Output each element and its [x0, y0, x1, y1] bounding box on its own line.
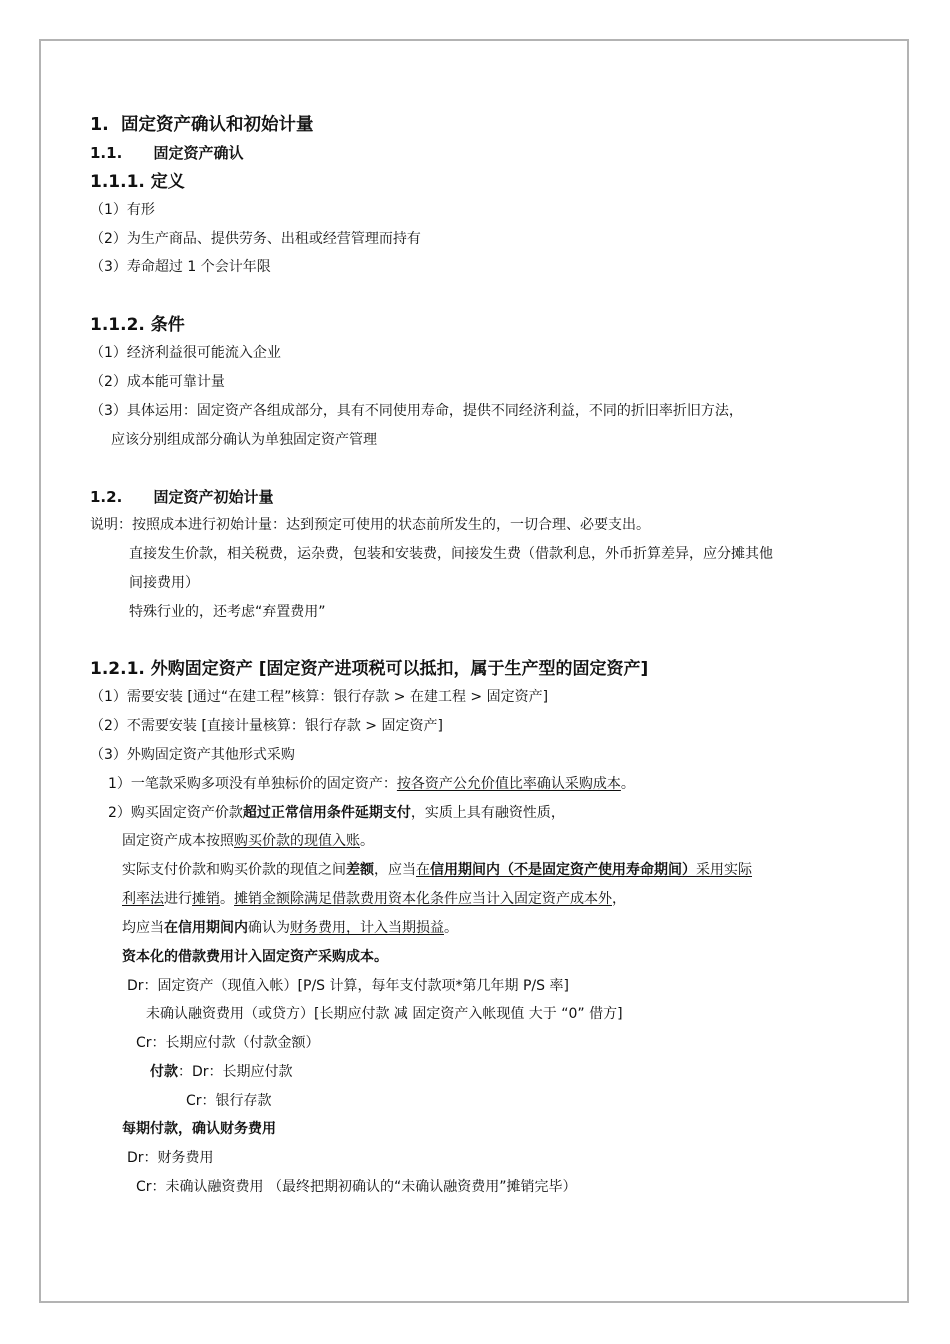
heading-1 — [90, 114, 314, 136]
text-run: ，应当 — [374, 862, 416, 878]
list-item: （2）成本能可靠计量 — [90, 374, 225, 390]
underlined-text: 摊销 — [192, 891, 220, 907]
text-run: 。 — [620, 776, 635, 792]
text-run: ， — [612, 891, 626, 907]
list-item: （3）具体运用：固定资产各组成部分，具有不同使用寿命，提供不同经济利益，不同的折旧率折旧方法， — [90, 403, 743, 419]
heading-title: 固定资产确认 — [153, 144, 244, 162]
text-run: 实际支付价款和购买价款的现值之间 — [122, 862, 346, 878]
journal-entry: Dr：财务费用 — [127, 1150, 214, 1166]
paragraph — [122, 861, 752, 879]
bold-text: 付款 — [150, 1064, 178, 1080]
heading-1-2-1 — [90, 658, 648, 680]
bold-text: 超过正常信用条件延期支付 — [242, 805, 411, 821]
heading-title: 固定资产确认和初始计量 — [121, 115, 314, 135]
list-item: （3）寿命超过 1 个会计年限 — [90, 259, 271, 275]
heading-title: 外购固定资产 [固定资产进项税可以抵扣，属于生产型的固定资产] — [150, 659, 649, 679]
underlined-text: 采用实际 — [696, 862, 752, 878]
list-item: （1）经济利益很可能流入企业 — [90, 345, 281, 361]
explanation-line: 直接发生价款，相关税费，运杂费，包装和安装费，间接发生费（借款利息，外币折算差异，应分摊其他 — [129, 546, 773, 562]
underlined-text: 购买价款的现值入账 — [234, 833, 360, 849]
heading-1-1-1 — [90, 171, 185, 193]
list-item: （2）为生产商品、提供劳务、出租或经营管理而持有 — [90, 231, 421, 247]
heading-number: 1. — [90, 115, 109, 135]
explanation-line: 间接费用） — [129, 575, 199, 591]
list-item-continuation: 应该分别组成部分确认为单独固定资产管理 — [111, 432, 377, 448]
heading-title: 条件 — [150, 315, 185, 335]
text-run: 2）购买固定资产价款 — [108, 805, 243, 821]
paragraph — [108, 804, 565, 822]
underlined-text: 利率法 — [122, 891, 164, 907]
underlined-text: 在 — [416, 862, 430, 878]
bold-underlined-text: 信用期间内（不是固定资产使用寿命期间） — [430, 862, 696, 878]
journal-entry: Cr：长期应付款（付款金额） — [136, 1035, 320, 1051]
heading-title: 固定资产初始计量 — [153, 488, 274, 506]
paragraph — [122, 890, 626, 908]
heading-1-2 — [90, 487, 274, 507]
text-run: 确认为 — [248, 920, 290, 936]
list-item: （3）外购固定资产其他形式采购 — [90, 747, 295, 763]
heading-number: 1.2.1. — [90, 659, 145, 679]
underlined-text: 按各资产公允价值比率确认采购成本 — [396, 776, 621, 792]
text-run: 。 — [360, 833, 374, 849]
heading-title: 定义 — [150, 172, 185, 192]
text-run: 1）一笔款采购多项没有单独标价的固定资产： — [108, 776, 397, 792]
explanation-line: 特殊行业的，还考虑“弃置费用” — [129, 604, 326, 620]
subheading: 每期付款，确认财务费用 — [122, 1121, 276, 1137]
paragraph — [122, 832, 374, 850]
list-item: （1）需要安装 [通过“在建工程”核算：银行存款 > 在建工程 > 固定资产] — [90, 689, 549, 705]
heading-number: 1.1. — [90, 144, 123, 162]
list-item: （2）不需要安装 [直接计量核算：银行存款 > 固定资产] — [90, 718, 443, 734]
journal-entry: Cr：银行存款 — [186, 1093, 272, 1109]
subheading: 资本化的借款费用计入固定资产采购成本。 — [122, 949, 388, 965]
journal-entry — [150, 1063, 293, 1081]
text-run: ：Dr：长期应付款 — [178, 1064, 293, 1080]
text-run: 均应当 — [122, 920, 164, 936]
text-run: ，实质上具有融资性质， — [410, 805, 565, 821]
heading-number: 1.1.2. — [90, 315, 145, 335]
journal-entry: Dr：固定资产（现值入帐）[P/S 计算，每年支付款项*第几年期 P/S 率] — [127, 978, 569, 994]
underlined-text: 摊销金额除满足借款费用资本化条件应当计入固定资产成本外 — [234, 891, 612, 907]
list-item: （1）有形 — [90, 202, 155, 218]
text-run: 。 — [220, 891, 234, 907]
heading-1-1-2 — [90, 314, 185, 336]
paragraph — [122, 919, 458, 937]
heading-number: 1.1.1. — [90, 172, 145, 192]
bold-text: 在信用期间内 — [164, 920, 248, 936]
paragraph — [108, 775, 635, 793]
text-run: 。 — [444, 920, 458, 936]
journal-entry: Cr：未确认融资费用 （最终把期初确认的“未确认融资费用”摊销完毕） — [136, 1179, 577, 1195]
heading-number: 1.2. — [90, 488, 123, 506]
explanation: 说明：按照成本进行初始计量：达到预定可使用的状态前所发生的，一切合理、必要支出。 — [90, 517, 650, 533]
text-run: 固定资产成本按照 — [122, 833, 234, 849]
heading-1-1 — [90, 143, 244, 163]
journal-entry: 未确认融资费用（或贷方）[长期应付款 减 固定资产入帐现值 大于 “0” 借方] — [146, 1006, 623, 1022]
text-run: 进行 — [164, 891, 192, 907]
underlined-text: 财务费用，计入当期损益 — [290, 920, 444, 936]
bold-text: 差额 — [346, 862, 374, 878]
